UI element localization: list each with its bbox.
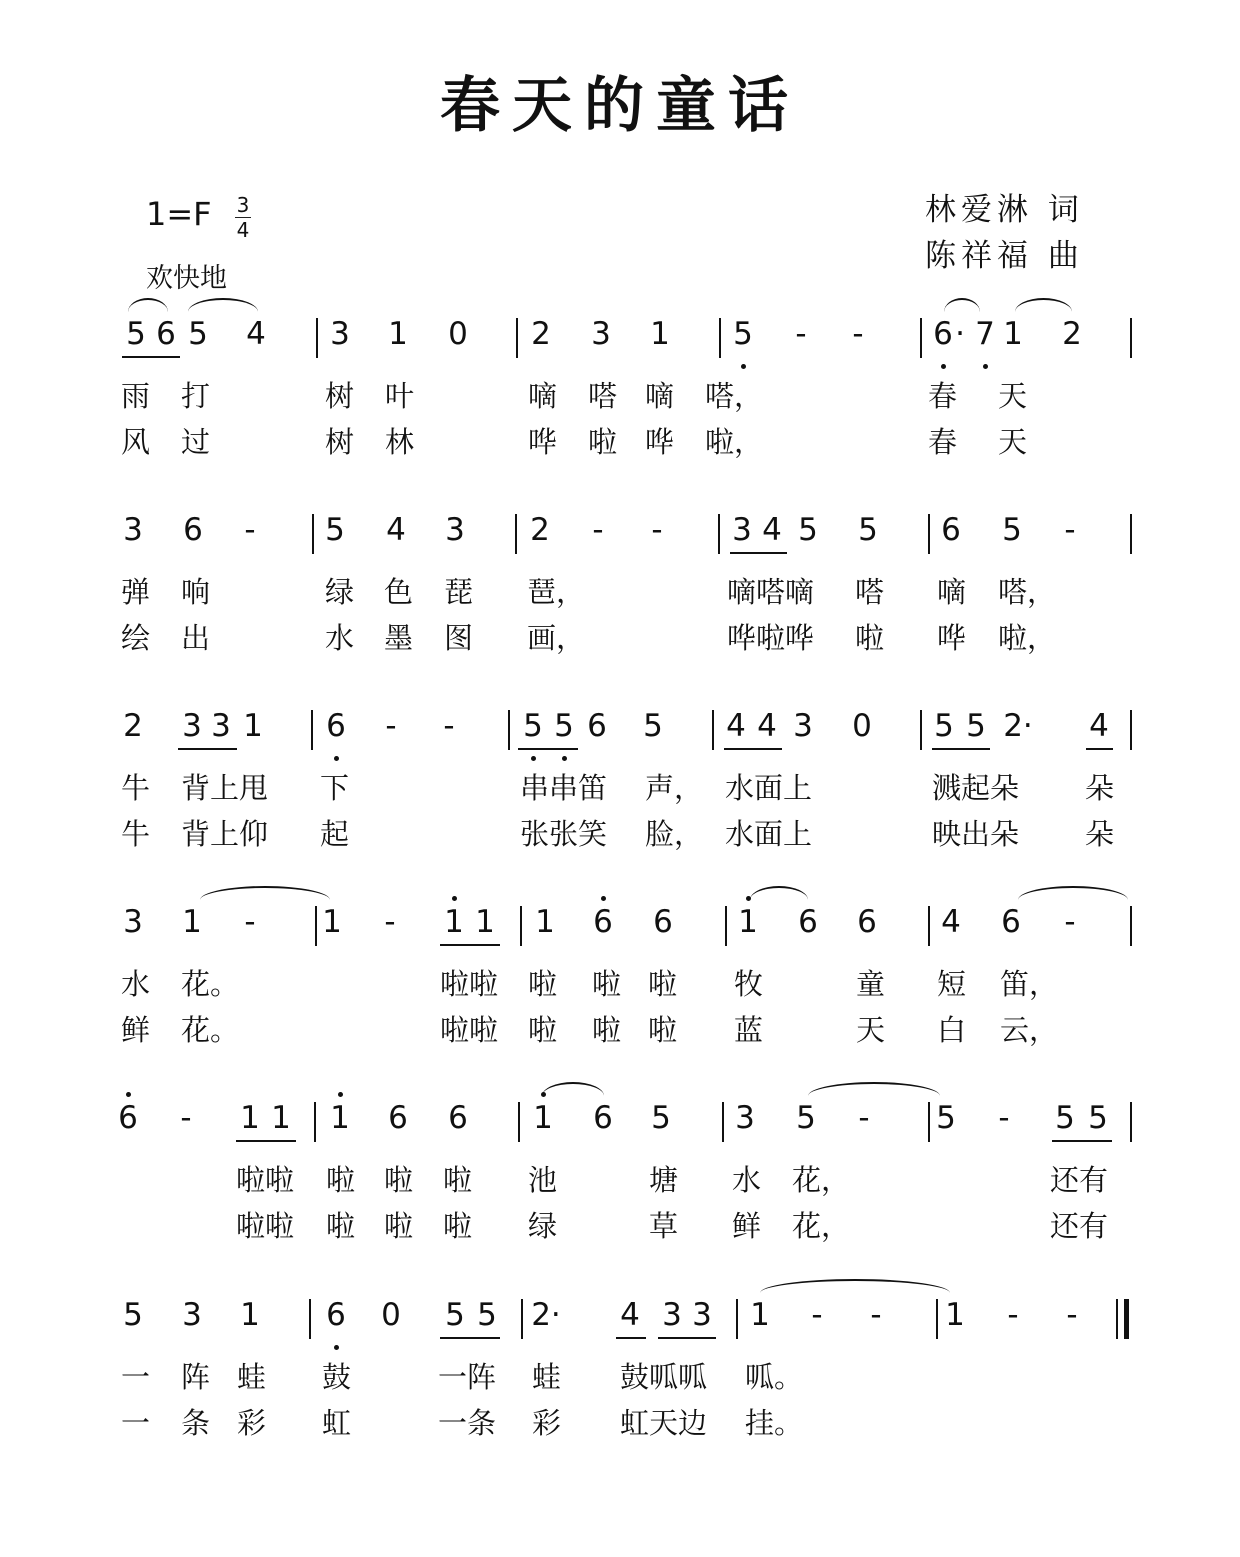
barline (719, 318, 721, 358)
barline (722, 1102, 724, 1142)
eighth-note-underline (730, 552, 787, 554)
lower-octave-dot (531, 756, 536, 761)
final-barline-thin (1116, 1299, 1118, 1339)
jianpu-note: 1 (533, 1100, 553, 1136)
lyric-verse1: 嘀 (937, 575, 967, 609)
lyric-verse1: 嗒 (855, 575, 885, 609)
jianpu-note: · (955, 316, 965, 352)
time-signature-top: 3 (236, 193, 250, 217)
jianpu-note: 1 (271, 1100, 291, 1136)
barline (520, 906, 522, 946)
lyric-verse1: 池 (528, 1163, 558, 1197)
lyric-verse1: 色 (384, 575, 414, 609)
jianpu-note: 6 (933, 316, 953, 352)
jianpu-note: - (852, 316, 864, 352)
barline (312, 514, 314, 554)
lyric-verse2: 墨 (384, 621, 414, 655)
jianpu-note: - (1007, 1297, 1019, 1333)
eighth-note-underline (440, 1337, 500, 1339)
lyric-verse2: 虹 (322, 1406, 352, 1440)
jianpu-note: 3 (123, 904, 143, 940)
lyric-verse1: 打 (181, 379, 211, 413)
jianpu-note: 1 (240, 1100, 260, 1136)
lyric-verse2: 映出朵 (932, 817, 1020, 851)
barline (712, 710, 714, 750)
jianpu-note: 5 (651, 1100, 671, 1136)
jianpu-note: 6 (653, 904, 673, 940)
lyric-verse1: 嗒， (998, 575, 1057, 609)
lyric-verse2: 条 (181, 1406, 211, 1440)
jianpu-note: - (1064, 512, 1076, 548)
slur (1015, 298, 1072, 312)
jianpu-note: 1 (535, 904, 555, 940)
lyric-verse1: 蛙 (532, 1360, 562, 1394)
lyric-verse2: 脸， (645, 817, 704, 851)
jianpu-note: 1 (475, 904, 495, 940)
lyric-verse1: 短 (937, 967, 967, 1001)
lyric-verse1: 嗒 (588, 379, 618, 413)
slur (188, 298, 258, 312)
lyric-verse2: 一条 (438, 1406, 497, 1440)
jianpu-note: 6 (941, 512, 961, 548)
jianpu-note: 0 (852, 708, 872, 744)
lyric-verse1: 鼓 (322, 1360, 352, 1394)
jianpu-note: 4 (386, 512, 406, 548)
eighth-note-underline (1052, 1140, 1112, 1142)
jianpu-note: 0 (448, 316, 468, 352)
lyric-verse2: 鲜 (121, 1013, 151, 1047)
barline (1130, 1102, 1132, 1142)
lyric-verse1: 溅起朵 (932, 771, 1020, 805)
barline (920, 318, 922, 358)
slur (808, 1082, 940, 1096)
lyricist-credit: 林爱淋 词 (925, 192, 1084, 228)
jianpu-note: 5 (733, 316, 753, 352)
jianpu-note: 1 (182, 904, 202, 940)
lyric-verse2: 林 (385, 425, 415, 459)
lyric-verse1: 啦啦 (440, 967, 499, 1001)
jianpu-note: 5 (554, 708, 574, 744)
lyric-verse2: 出 (181, 621, 211, 655)
jianpu-note: - (795, 316, 807, 352)
lyric-verse1: 啦 (443, 1163, 473, 1197)
jianpu-note: 3 (182, 708, 202, 744)
lyric-verse2: 云， (1000, 1013, 1059, 1047)
lyric-verse2: 啦 (855, 621, 885, 655)
composer-credit: 陈祥福 曲 (925, 238, 1084, 274)
lyric-verse2: 白 (937, 1013, 967, 1047)
jianpu-note: 4 (757, 708, 777, 744)
lyric-verse2: 张张笑 (520, 817, 608, 851)
lyric-verse1: 牧 (734, 967, 764, 1001)
jianpu-note: 2 (123, 708, 143, 744)
lyric-verse2: 啦啦 (236, 1209, 295, 1243)
jianpu-note: 3 (735, 1100, 755, 1136)
jianpu-note: 6 (798, 904, 818, 940)
jianpu-note: - (1066, 1297, 1078, 1333)
lyric-verse2: 牛 (121, 817, 151, 851)
eighth-note-underline (932, 748, 990, 750)
barline (314, 1102, 316, 1142)
jianpu-note: 5 (477, 1297, 497, 1333)
jianpu-note: 5 (126, 316, 146, 352)
lyric-verse2: 春 (928, 425, 958, 459)
jianpu-note: - (244, 512, 256, 548)
jianpu-note: - (1064, 904, 1076, 940)
lower-octave-dot (562, 756, 567, 761)
jianpu-note: 3 (732, 512, 752, 548)
eighth-note-underline (724, 748, 782, 750)
jianpu-note: 2 (1062, 316, 1082, 352)
upper-octave-dot (601, 896, 606, 901)
jianpu-note: - (180, 1100, 192, 1136)
lyric-verse2: 水 (325, 621, 355, 655)
lyric-verse1: 花。 (181, 967, 240, 1001)
lyric-verse1: 啦啦 (236, 1163, 295, 1197)
barline (508, 710, 510, 750)
upper-octave-dot (126, 1092, 131, 1097)
lower-octave-dot (741, 364, 746, 369)
barline (718, 514, 720, 554)
jianpu-note: 6 (156, 316, 176, 352)
jianpu-note: 5 (798, 512, 818, 548)
jianpu-note: 5 (858, 512, 878, 548)
jianpu-note: 6 (326, 1297, 346, 1333)
lyric-verse1: 蛙 (237, 1360, 267, 1394)
barline (928, 906, 930, 946)
lyric-verse1: 叶 (385, 379, 415, 413)
jianpu-note: - (858, 1100, 870, 1136)
lyric-verse1: 阵 (181, 1360, 211, 1394)
jianpu-note: 5 (523, 708, 543, 744)
lyric-verse2: 还有 (1050, 1209, 1109, 1243)
lyric-verse2: 啦， (998, 621, 1057, 655)
jianpu-note: 3 (662, 1297, 682, 1333)
jianpu-note: 1 (750, 1297, 770, 1333)
barline (736, 1299, 738, 1339)
slur (944, 298, 980, 312)
lyric-verse1: 嗒， (705, 379, 764, 413)
lower-octave-dot (334, 756, 339, 761)
lyric-verse1: 水面上 (725, 771, 813, 805)
barline (316, 318, 318, 358)
lyric-verse2: 啦 (326, 1209, 356, 1243)
jianpu-note: 1 (240, 1297, 260, 1333)
jianpu-note: 1 (388, 316, 408, 352)
barline (920, 710, 922, 750)
lyric-verse1: 啦 (384, 1163, 414, 1197)
lyric-verse2: 哗 (645, 425, 675, 459)
jianpu-note: - (443, 708, 455, 744)
jianpu-note: 6 (326, 708, 346, 744)
key-signature: 1=F (146, 195, 212, 233)
lyric-verse1: 绿 (325, 575, 355, 609)
jianpu-note: 3 (123, 512, 143, 548)
lyric-verse1: 天 (998, 379, 1028, 413)
lyric-verse1: 声， (645, 771, 704, 805)
jianpu-note: - (384, 904, 396, 940)
lyric-verse1: 琵 (444, 575, 474, 609)
barline (928, 514, 930, 554)
jianpu-note: 3 (692, 1297, 712, 1333)
jianpu-note: 4 (620, 1297, 640, 1333)
jianpu-note: 5 (966, 708, 986, 744)
jianpu-note: 4 (726, 708, 746, 744)
eighth-note-underline (122, 356, 180, 358)
slur (542, 1082, 604, 1096)
lyric-verse2: 啦啦 (440, 1013, 499, 1047)
lyric-verse1: 啦 (648, 967, 678, 1001)
final-barline-thick (1124, 1299, 1129, 1339)
jianpu-note: 4 (1089, 708, 1109, 744)
lower-octave-dot (941, 364, 946, 369)
jianpu-note: 5 (123, 1297, 143, 1333)
lyric-verse1: 琶， (527, 575, 586, 609)
jianpu-note: 1 (738, 904, 758, 940)
lower-octave-dot (983, 364, 988, 369)
lyric-verse2: 啦 (592, 1013, 622, 1047)
lyric-verse2: 绘 (121, 621, 151, 655)
slur (760, 1279, 950, 1293)
jianpu-note: 1 (1003, 316, 1023, 352)
time-signature-bottom: 4 (236, 218, 250, 242)
song-title: 春天的童话 (440, 71, 800, 141)
lyric-verse2: 花。 (181, 1013, 240, 1047)
jianpu-note: 1 (243, 708, 263, 744)
barline (1130, 514, 1132, 554)
jianpu-note: 7 (975, 316, 995, 352)
jianpu-note: 1 (945, 1297, 965, 1333)
jianpu-note: 6 (587, 708, 607, 744)
jianpu-note: - (244, 904, 256, 940)
upper-octave-dot (452, 896, 457, 901)
lyric-verse2: 哗啦哗 (727, 621, 815, 655)
lyric-verse1: 雨 (121, 379, 151, 413)
eighth-note-underline (1086, 748, 1113, 750)
jianpu-note: 5 (445, 1297, 465, 1333)
barline (311, 710, 313, 750)
jianpu-note: - (811, 1297, 823, 1333)
jianpu-note: 6 (1001, 904, 1021, 940)
lyric-verse2: 草 (649, 1209, 679, 1243)
lyric-verse2: 啦 (384, 1209, 414, 1243)
jianpu-note: 3 (182, 1297, 202, 1333)
lyric-verse1: 嘀嗒嘀 (727, 575, 815, 609)
lyric-verse1: 背上甩 (181, 771, 269, 805)
jianpu-note: 5 (796, 1100, 816, 1136)
jianpu-note: 5 (643, 708, 663, 744)
lyric-verse2: 水面上 (725, 817, 813, 851)
tempo-marking: 欢快地 (146, 263, 227, 294)
lyric-verse1: 笛， (1000, 967, 1059, 1001)
lyric-verse1: 一 (121, 1360, 151, 1394)
jianpu-note: 6 (448, 1100, 468, 1136)
jianpu-note: 6 (183, 512, 203, 548)
time-signature (232, 193, 254, 242)
jianpu-note: 5 (1002, 512, 1022, 548)
lyric-verse2: 天 (998, 425, 1028, 459)
jianpu-note: 5 (936, 1100, 956, 1136)
jianpu-note: 2· (531, 1297, 561, 1333)
jianpu-note: 1 (444, 904, 464, 940)
lyric-verse2: 天 (856, 1013, 886, 1047)
lyric-verse2: 起 (320, 817, 350, 851)
jianpu-note: - (651, 512, 663, 548)
lyric-verse2: 彩 (532, 1406, 562, 1440)
lyric-verse1: 下 (320, 771, 350, 805)
jianpu-note: 3 (445, 512, 465, 548)
jianpu-note: 2· (1003, 708, 1033, 744)
jianpu-note: 5 (325, 512, 345, 548)
slur (128, 298, 168, 312)
lyric-verse2: 花， (792, 1209, 851, 1243)
jianpu-note: 5 (934, 708, 954, 744)
jianpu-note: 6 (593, 1100, 613, 1136)
lyric-verse1: 水 (732, 1163, 762, 1197)
lyric-verse1: 串串笛 (520, 771, 608, 805)
lyric-verse1: 花， (792, 1163, 851, 1197)
jianpu-note: 2 (531, 316, 551, 352)
lyric-verse2: 啦 (443, 1209, 473, 1243)
lyric-verse2: 鲜 (732, 1209, 762, 1243)
lyric-verse2: 画， (527, 621, 586, 655)
lyric-verse2: 朵 (1085, 817, 1115, 851)
barline (725, 906, 727, 946)
lyric-verse1: 还有 (1050, 1163, 1109, 1197)
eighth-note-underline (518, 748, 578, 750)
jianpu-note: 5 (188, 316, 208, 352)
jianpu-note: 5 (1088, 1100, 1108, 1136)
lyric-verse1: 啦 (326, 1163, 356, 1197)
lyric-verse1: 鼓呱呱 (620, 1360, 708, 1394)
jianpu-note: 3 (211, 708, 231, 744)
lyric-verse2: 虹天边 (620, 1406, 708, 1440)
eighth-note-underline (616, 1337, 646, 1339)
lyric-verse1: 嘀 (528, 379, 558, 413)
lyric-verse2: 图 (444, 621, 474, 655)
jianpu-note: 1 (650, 316, 670, 352)
barline (928, 1102, 930, 1142)
jianpu-note: 1 (322, 904, 342, 940)
barline (521, 1299, 523, 1339)
jianpu-note: 6 (593, 904, 613, 940)
lyric-verse2: 绿 (528, 1209, 558, 1243)
lyric-verse2: 一 (121, 1406, 151, 1440)
lyric-verse2: 挂。 (745, 1406, 804, 1440)
lyric-verse1: 童 (856, 967, 886, 1001)
lyric-verse1: 啦 (592, 967, 622, 1001)
jianpu-note: - (998, 1100, 1010, 1136)
eighth-note-underline (658, 1337, 716, 1339)
lyric-verse2: 背上仰 (181, 817, 269, 851)
jianpu-note: 3 (591, 316, 611, 352)
jianpu-note: 4 (762, 512, 782, 548)
slur (750, 886, 808, 900)
jianpu-note: 3 (793, 708, 813, 744)
barline (516, 318, 518, 358)
barline (1130, 906, 1132, 946)
jianpu-note: 4 (246, 316, 266, 352)
barline (309, 1299, 311, 1339)
eighth-note-underline (440, 944, 500, 946)
jianpu-note: 0 (381, 1297, 401, 1333)
lyric-verse2: 啦 (648, 1013, 678, 1047)
lyric-verse1: 树 (325, 379, 355, 413)
lyric-verse1: 朵 (1085, 771, 1115, 805)
eighth-note-underline (178, 748, 237, 750)
jianpu-note: 6 (118, 1100, 138, 1136)
jianpu-note: 6 (388, 1100, 408, 1136)
lyric-verse1: 牛 (121, 771, 151, 805)
lyric-verse1: 啦 (528, 967, 558, 1001)
barline (1130, 318, 1132, 358)
lyric-verse2: 蓝 (734, 1013, 764, 1047)
barline (936, 1299, 938, 1339)
lyric-verse1: 一阵 (438, 1360, 497, 1394)
jianpu-note: 2 (530, 512, 550, 548)
jianpu-note: 1 (330, 1100, 350, 1136)
jianpu-note: 3 (330, 316, 350, 352)
lyric-verse1: 弹 (121, 575, 151, 609)
lyric-verse1: 响 (181, 575, 211, 609)
jianpu-note: - (870, 1297, 882, 1333)
lyric-verse1: 春 (928, 379, 958, 413)
lyric-verse2: 哗 (937, 621, 967, 655)
lower-octave-dot (334, 1345, 339, 1350)
lyric-verse1: 嘀 (645, 379, 675, 413)
barline (518, 1102, 520, 1142)
eighth-note-underline (236, 1140, 296, 1142)
barline (315, 906, 317, 946)
lyric-verse1: 呱。 (745, 1360, 804, 1394)
lyric-verse2: 过 (181, 425, 211, 459)
jianpu-note: 4 (941, 904, 961, 940)
slur (1018, 886, 1128, 900)
barline (515, 514, 517, 554)
jianpu-note: - (385, 708, 397, 744)
lyric-verse1: 塘 (649, 1163, 679, 1197)
slur (200, 886, 330, 900)
jianpu-note: - (592, 512, 604, 548)
barline (1130, 710, 1132, 750)
jianpu-note: 6 (857, 904, 877, 940)
lyric-verse1: 水 (121, 967, 151, 1001)
lyric-verse2: 哗 (528, 425, 558, 459)
jianpu-note: 5 (1055, 1100, 1075, 1136)
lyric-verse2: 树 (325, 425, 355, 459)
lyric-verse2: 彩 (237, 1406, 267, 1440)
lyric-verse2: 啦 (588, 425, 618, 459)
lyric-verse2: 啦 (528, 1013, 558, 1047)
lyric-verse2: 风 (121, 425, 151, 459)
upper-octave-dot (338, 1092, 343, 1097)
lyric-verse2: 啦， (705, 425, 764, 459)
